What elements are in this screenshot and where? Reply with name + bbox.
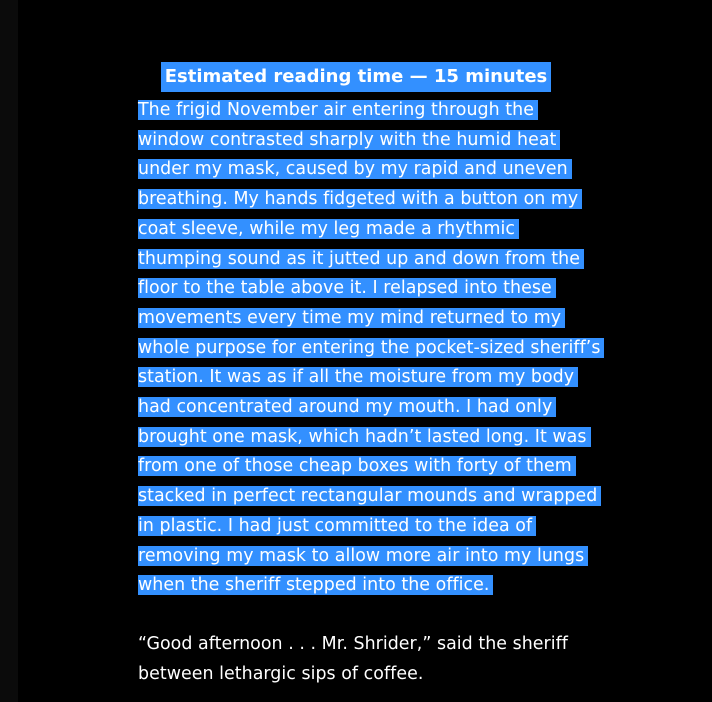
text-line (138, 304, 618, 334)
text-line-content: The frigid November air entering through the (138, 100, 538, 120)
text-line-content: brought one mask, which hadn’t lasted long. It was (138, 427, 591, 447)
text-line (138, 245, 618, 275)
article (138, 62, 618, 689)
text-line (138, 334, 618, 364)
text-line (138, 393, 618, 423)
text-line-content: whole purpose for entering the pocket-sized sheriff’s (138, 338, 604, 358)
text-line-content: under my mask, caused by my rapid and uneven (138, 159, 572, 179)
text-line-content: when the sheriff stepped into the office. (138, 575, 493, 595)
text-line-content: in plastic. I had just committed to the idea of (138, 516, 536, 536)
text-line (138, 155, 618, 185)
text-line-content: coat sleeve, while my leg made a rhythmic (138, 219, 519, 239)
text-line-content: stacked in perfect rectangular mounds and wrapped (138, 486, 601, 506)
text-line (138, 630, 618, 660)
text-line-content: window contrasted sharply with the humid heat (138, 130, 560, 150)
text-line-content: removing my mask to allow more air into my lungs (138, 546, 588, 566)
text-line (138, 96, 618, 126)
text-line (138, 482, 618, 512)
text-line-content: between lethargic sips of coffee. (138, 663, 424, 684)
text-line-content: station. It was as if all the moisture from my body (138, 367, 578, 387)
text-line (138, 215, 618, 245)
text-line (138, 542, 618, 572)
text-line (138, 126, 618, 156)
reading-time-text: Estimated reading time — 15 minutes (161, 62, 552, 92)
left-gutter (0, 0, 18, 702)
text-line (138, 512, 618, 542)
dialogue-paragraph (138, 630, 618, 689)
text-line-content: thumping sound as it jutted up and down from the (138, 249, 584, 269)
text-line (138, 185, 618, 215)
text-line-content: movements every time my mind returned to my (138, 308, 565, 328)
text-line (138, 423, 618, 453)
text-line-content: breathing. My hands fidgeted with a button on my (138, 189, 582, 209)
text-line (138, 571, 618, 601)
text-line-content: had concentrated around my mouth. I had only (138, 397, 556, 417)
text-line-content: from one of those cheap boxes with forty of them (138, 456, 576, 476)
reading-time-heading (138, 62, 618, 96)
text-line (138, 274, 618, 304)
text-line-content: floor to the table above it. I relapsed into these (138, 278, 556, 298)
text-line (138, 363, 618, 393)
text-line (138, 452, 618, 482)
selected-paragraph[interactable] (138, 96, 618, 601)
text-line (138, 660, 618, 690)
text-line-content: “Good afternoon . . . Mr. Shrider,” said the sheriff (138, 633, 568, 654)
